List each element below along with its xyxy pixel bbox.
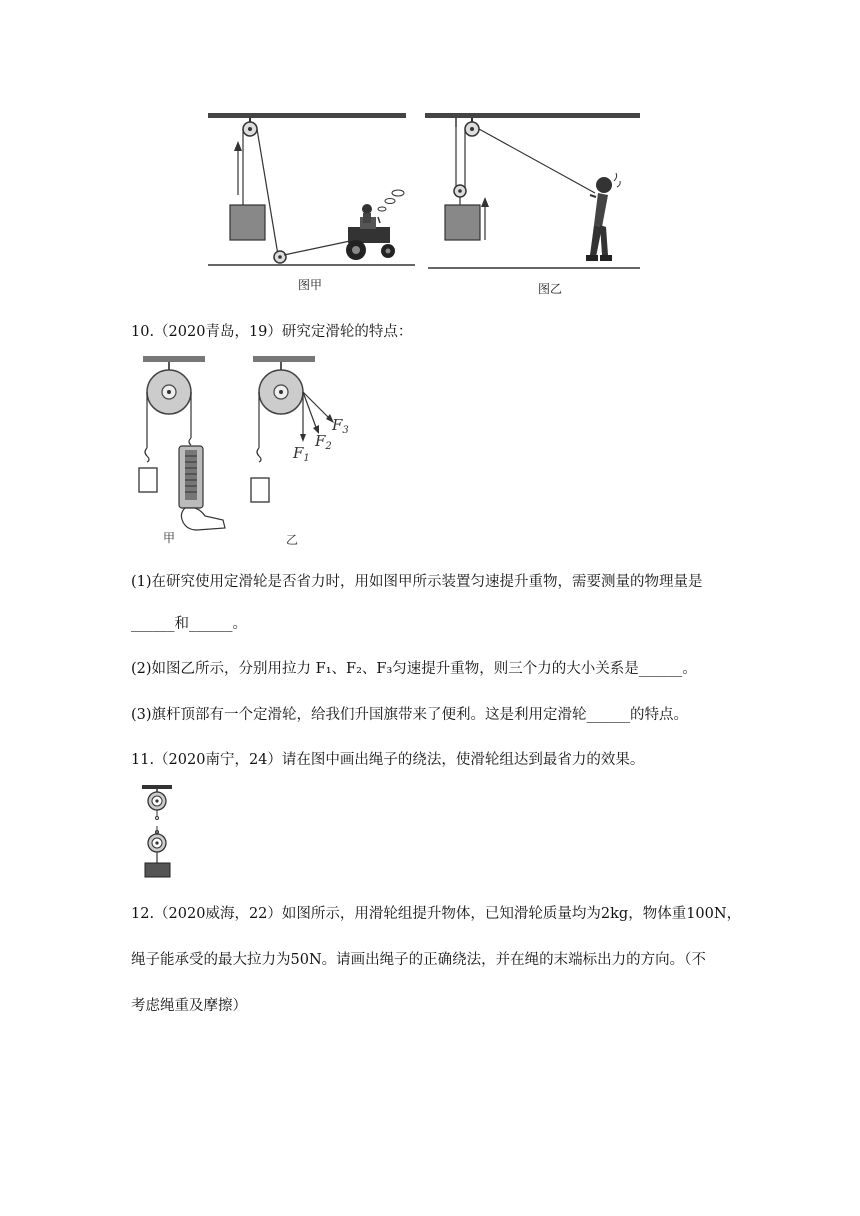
up-arrow-icon (481, 197, 489, 207)
ceiling-right (425, 113, 640, 118)
q10-part3: (3)旗杆顶部有一个定滑轮，给我们升国旗带来了便利。这是利用定滑轮______的特点。 (131, 707, 689, 723)
force-arrow-f1-icon (300, 434, 306, 442)
q10-part1-line2: ______和______。 (131, 616, 247, 632)
label-yi: 乙 (285, 533, 299, 547)
weight-yi (251, 478, 269, 502)
weight-q11 (145, 863, 170, 877)
person-pulling-icon (586, 173, 620, 261)
spring-scale-icon (179, 438, 203, 508)
q12-line1: 12.（2020威海，22）如图所示，用滑轮组提升物体，已知滑轮质量均为2kg，物体重100N， (131, 906, 742, 922)
ceiling-left (208, 113, 406, 118)
label-jia: 甲 (162, 531, 176, 545)
label-f3: $F_3$ (332, 416, 349, 436)
figure-pulley-tractor-person (200, 105, 650, 305)
q12-line3: 考虑绳重及摩擦） (131, 998, 247, 1014)
label-f1: $F_1$ (293, 444, 310, 464)
figure-pulley-group-q11 (140, 783, 180, 883)
label-fig-jia: 图甲 (297, 278, 323, 292)
label-fig-yi: 图乙 (537, 282, 563, 296)
q11-heading: 11.（2020南宁，24）请在图中画出绳子的绕法，使滑轮组达到最省力的效果。 (131, 752, 645, 768)
up-arrow-icon (234, 141, 242, 151)
weight-jia (139, 468, 157, 492)
box-left (230, 205, 265, 240)
q10-part1-line1: (1)在研究使用定滑轮是否省力时，用如图甲所示装置匀速提升重物，需要测量的物理量是 (131, 574, 703, 590)
tractor-icon (346, 190, 404, 260)
q12-line2: 绳子能承受的最大拉力为50N。请画出绳子的正确绕法，并在绳的末端标出力的方向。（不 (131, 952, 706, 968)
figure-fixed-pulley-study (135, 352, 375, 552)
q10-part2: (2)如图乙所示，分别用拉力 F₁、F₂、F₃匀速提升重物，则三个力的大小关系是______。 (131, 661, 697, 677)
q10-heading: 10.（2020青岛，19）研究定滑轮的特点： (131, 324, 413, 340)
box-right (445, 205, 480, 240)
hand-icon (181, 508, 225, 530)
label-f2: $F_2$ (315, 432, 332, 452)
